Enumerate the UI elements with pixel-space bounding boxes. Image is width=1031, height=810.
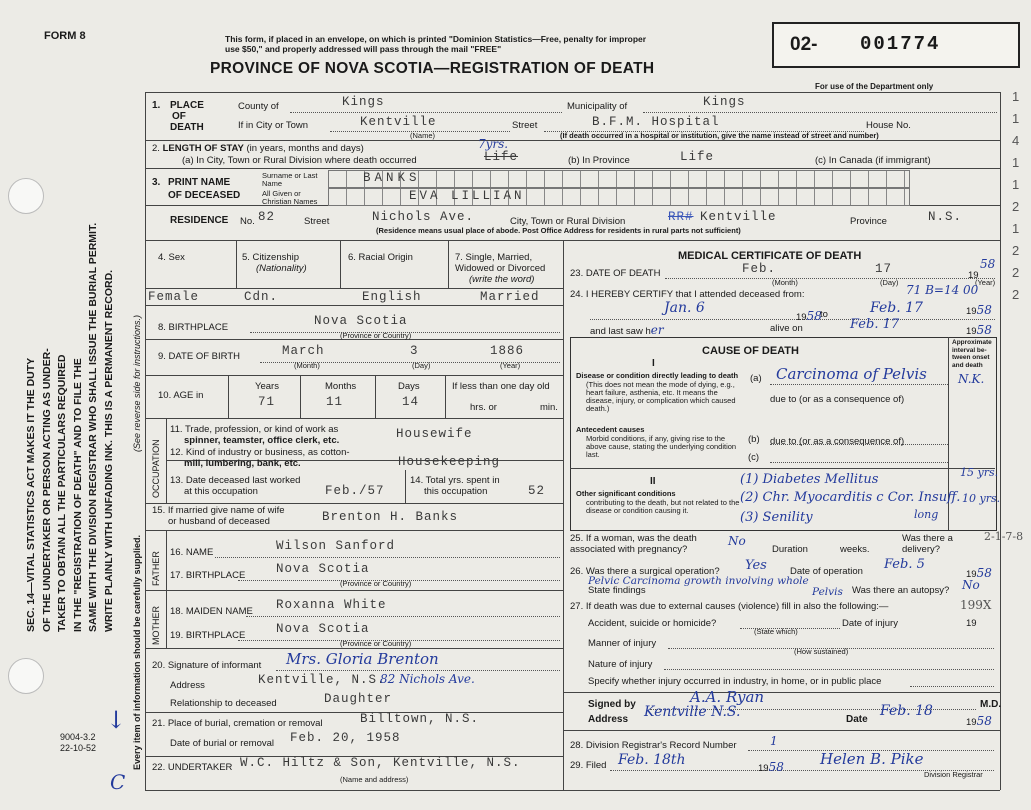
punch-hole-bottom [8,658,44,694]
stay-canada-label: (c) In Canada (if immigrant) [815,155,931,166]
department-use-note: For use of the Department only [815,82,934,91]
dod-day: 17 [875,262,893,276]
attended-to-label: to [820,309,828,320]
last-saw-label: and last saw her [590,323,664,337]
mother-maiden-label: 18. MAIDEN NAME [170,606,253,617]
hrs-label: hrs. or [470,402,497,413]
other-condition-3-note: long [914,508,939,521]
margin-pen-mark: ↓ [106,706,127,734]
surgery-value: Yes [745,558,767,573]
form-number: FORM 8 [44,30,86,42]
findings-label: State findings [588,585,646,596]
other-condition-2: (2) Chr. Myocarditis c Cor. Insuff. [740,490,961,505]
father-name-value: Wilson Sanford [276,539,396,553]
dod-month: Feb. [742,262,777,276]
age-months: 11 [326,395,344,409]
municipality-value: Kings [703,95,746,109]
statute-note: SEC. 14—VITAL STATISTICS ACT MAKES IT THE DUTY OF THE UNDERTAKER OR PERSON ACTING AS UNDER- TAKER TO OBTAIN ALL THE PARTICULARS REQUIRED IN THE "REGISTRATION OF DEATH" AND TO FILE THE SAME WITH THE DIVISION REGISTRAR WHO SHALL ISSUE THE BURIAL PERMIT. WRITE PLAINLY WITH UNFADING INK. THIS IS A PERMANENT RECORD. [25,222,115,632]
dod-year-hint: (Year) [975,278,996,287]
residence-city-label: City, Town or Rural Division [510,216,626,227]
cause-title: CAUSE OF DEATH [702,345,799,357]
filed-label: 29. Filed [570,760,607,771]
mailing-notice: This form, if placed in an envelope, on which is printed "Dominion Statistics—Free, penalty for improper use $50," and properly addressed will pass through the mail "FREE" [225,34,647,54]
alive-on-label: alive on [770,323,803,334]
print-name-label: 3. PRINT NAME OF DECEASED [152,177,241,201]
last-worked-label: 13. Date deceased last worked at this occupation [170,475,301,497]
interval-label: Approximate interval be- tween onset and death [952,339,992,369]
immediate-interval: N.K. [958,372,985,386]
cause-b: (b) [748,434,760,445]
signed-by-label: Signed by [588,699,636,710]
length-of-stay-label: 2. LENGTH OF STAY (in years, months and days) [152,143,364,154]
operation-year: 1958 [966,566,992,580]
external-margin: 199X [960,598,992,612]
immediate-cause-label: Disease or condition directly leading to death [576,371,739,380]
filed-date: Feb. 18th [618,752,686,768]
other-condition-1-interval: 15 yrs. [960,466,999,479]
total-years-label: 14. Total yrs. spent in this occupation [410,475,500,497]
age-months-label: Months [325,381,357,392]
weeks-label: weeks. [840,544,870,555]
burial-place-value: Billtown, N.S. [360,712,480,726]
surname-label: Surname or Last Name [262,171,318,188]
residence-street: Nichols Ave. [372,210,475,224]
residence-street-label: Street [304,216,330,227]
injury-date-label: Date of injury [842,618,898,629]
md-label: M.D. [980,699,1002,710]
injury-year-label: 19 [966,618,977,629]
registrar-signature: Helen B. Pike [820,750,924,768]
dod-month-hint: (Month) [772,278,798,287]
dob-month-hint: (Month) [294,361,320,370]
operation-date: Feb. 5 [884,557,925,572]
dob-day: 3 [410,344,419,358]
antecedent-note: Morbid conditions, if any, giving rise to the above cause, stating the underlying condition last. [586,434,737,459]
given-names-box [328,188,910,206]
mother-birthplace-label: 19. BIRTHPLACE [170,630,246,641]
manner-label: Manner of injury [588,638,657,649]
part-two: II [650,476,656,487]
undertaker-label: 22. UNDERTAKER [152,762,233,773]
burial-date-value: Feb. 20, 1958 [290,731,401,745]
record-number: 1 [770,734,778,748]
immediate-cause-note: (This does not mean the mode of dying, e.g., heart failure, asthenia, etc. It means the disease, injury, or complication which caused death.) [586,380,736,413]
residence-province-label: Province [850,216,887,227]
informant-signature-label: 20. Signature of informant [152,660,262,671]
duration-label: Duration [772,544,808,555]
father-name-label: 16. NAME [170,547,214,558]
min-label: min. [540,402,558,413]
surname-value: BANKS [363,171,421,185]
dob-year-hint: (Year) [500,361,521,370]
pregnancy-label: 25. If a woman, was the death associated with pregnancy? [570,533,697,555]
mother-side-label: MOTHER [151,606,161,645]
sex-label: 4. Sex [158,252,185,263]
citizenship-value: Cdn. [244,290,279,304]
how-sustained-hint: (How sustained) [794,647,849,656]
other-condition-2-interval: 10 yrs. [962,492,1001,505]
other-condition-1: (1) Diabetes Mellitus [740,472,879,487]
age-years-label: Years [255,381,279,392]
name-hint: (Name) [410,131,436,140]
place-of-death-label: 1. PLACE OF DEATH [152,100,204,133]
industry-value: Housekeeping [398,455,501,469]
autopsy-value: No [962,578,980,592]
pregnancy-value: No [728,534,746,548]
cause-c: (c) [748,452,760,463]
due-to-2: due to (or as a consequence of) [770,436,905,447]
accident-label: Accident, suicide or homicide? [588,618,717,629]
industry-label: 12. Kind of industry or business, as cotton- mill, lumbering, bank, etc. [170,447,350,469]
hospital-note: (If death occurred in a hospital or institution, give the name instead of street and number) [560,131,879,140]
stay-city-label: (a) In City, Town or Rural Division where death occurred [182,155,417,166]
filed-year: 1958 [758,760,784,774]
margin-scribble-top: 71 B=14 00 [906,283,979,297]
residence-label: RESIDENCE [170,215,229,226]
municipality-label: Municipality of [567,101,628,112]
racial-origin-label: 6. Racial Origin [348,252,413,263]
house-no-label: House No. [866,120,911,131]
findings-1: Pelvic Carcinoma growth involving whole [588,575,809,587]
given-names-label: All Given or Christian Names [262,189,318,206]
city-value: Kentville [360,115,437,129]
street-value: B.F.M. Hospital [592,115,720,129]
nature-label: Nature of injury [588,659,653,670]
mother-birthplace-hint: (Province or Country) [340,639,412,648]
dod-year: 58 [980,257,996,271]
other-conditions-note: contributing to the death, but not related to the disease or condition causing it. [586,498,740,515]
age-days-label: Days [398,381,420,392]
racial-origin-value: English [362,290,422,304]
dod-year-pre: 19 [968,270,979,281]
trade-label: 11. Trade, profession, or kind of work as spinner, teamster, office clerk, etc. [170,424,340,446]
informant-signature: Mrs. Gloria Brenton [286,650,439,668]
less-than-day-label: If less than one day old [452,381,550,392]
part-one: I [652,358,655,369]
total-years-value: 52 [528,484,546,498]
marital-label: 7. Single, Married, Widowed or Divorced (write the word) [455,252,546,285]
birthplace-label: 8. BIRTHPLACE [158,322,229,333]
stay-city-struck: Life [484,150,519,164]
county-label: County of [238,101,279,112]
external-causes-label: 27. If death was due to external causes (violence) fill in also the following:— [570,601,889,612]
undertaker-value: W.C. Hiltz & Son, Kentville, N.S. [240,756,521,770]
informant-address-label: Address [170,680,205,691]
attended-to: Feb. 17 [870,300,923,316]
certify-label: 24. I HEREBY CERTIFY that I attended deceased from: [570,289,805,300]
registration-number-box [772,22,1020,68]
spouse-value: Brenton H. Banks [322,510,459,524]
registration-prefix: 02- [790,34,818,55]
mother-birthplace-value: Nova Scotia [276,622,370,636]
attended-from: Jan. 6 [664,300,705,316]
signed-date: Feb. 18 [880,703,933,719]
attended-from-year: 1958 [796,309,822,323]
residence-city: Kentville [700,210,777,224]
due-to-1: due to (or as a consequence of) [770,394,905,405]
residence-struck: RR# [668,210,694,224]
burial-place-label: 21. Place of burial, cremation or removal [152,718,323,729]
dob-day-hint: (Day) [412,361,431,370]
residence-no: 82 [258,210,276,224]
medical-title: MEDICAL CERTIFICATE OF DEATH [678,250,862,262]
stay-province-value: Life [680,150,715,164]
occupation-side-label: OCCUPATION [151,439,161,498]
page-title: PROVINCE OF NOVA SCOTIA—REGISTRATION OF DEATH [210,60,655,77]
marital-value: Married [480,290,540,304]
spouse-label: 15. If married give name of wife or husband of deceased [152,505,285,527]
registration-number: 001774 [860,33,941,55]
trade-value: Housewife [396,427,473,441]
dob-month: March [282,344,325,358]
attended-to-year: 1958 [966,303,992,317]
immediate-cause: Carcinoma of Pelvis [776,365,927,383]
margin-scribble-delivery: 2-1-7-8 [984,530,1024,543]
street-label: Street [512,120,538,131]
reverse-note: (See reverse side for instructions.) [132,314,142,452]
father-side-label: FATHER [151,551,161,586]
surgery-label: 26. Was there a surgical operation? [570,566,720,577]
citizenship-label: 5. Citizenship (Nationality) [242,252,307,274]
burial-date-label: Date of burial or removal [170,738,275,749]
undertaker-hint: (Name and address) [340,775,409,784]
birthplace-hint: (Province or Country) [340,331,412,340]
dod-day-hint: (Day) [880,278,899,287]
last-saw-year: 1958 [966,323,992,337]
antecedent-label: Antecedent causes [576,425,645,434]
record-number-label: 28. Division Registrar's Record Number [570,740,737,751]
age-days: 14 [402,395,420,409]
residence-province: N.S. [928,210,963,224]
dob-year: 1886 [490,344,525,358]
stay-province-label: (b) In Province [568,155,630,166]
margin-codes: 1 1 4 1 1 2 1 2 2 2 [1012,89,1020,302]
dod-label: 23. DATE OF DEATH [570,268,661,279]
stay-city-value: 7yrs. [478,137,509,151]
delivery-label: Was there a delivery? [902,533,953,555]
dob-label: 9. DATE OF BIRTH [158,351,240,362]
sex-value: Female [148,290,200,304]
birthplace-value: Nova Scotia [314,314,408,328]
age-years: 71 [258,395,276,409]
surname-box [328,170,910,188]
state-which-hint: (State which) [754,627,798,636]
form-code: 9004-3.2 22-10-52 [60,732,97,753]
given-names-value: EVA LILLIAN [409,189,525,203]
relationship-label: Relationship to deceased [170,698,277,709]
relationship-value: Daughter [324,692,393,706]
city-label: If in City or Town [238,120,309,131]
signed-date-year: 1958 [966,714,992,728]
last-worked-value: Feb./57 [325,484,385,498]
other-condition-3: (3) Senility [740,510,813,525]
residence-no-label: No. [240,216,255,227]
informant-address-typed: Kentville, N.S. [258,673,386,687]
physician-address: Kentville N.S. [644,704,741,720]
father-birthplace-label: 17. BIRTHPLACE [170,570,246,581]
supply-note: Every item of information should be carefully supplied. [132,534,142,770]
other-conditions-label: Other significant conditions [576,489,676,498]
age-label: 10. AGE in [158,390,204,401]
father-birthplace-hint: (Province or Country) [340,579,412,588]
mother-maiden-value: Roxanna White [276,598,387,612]
physician-address-label: Address [588,714,629,725]
autopsy-label: Was there an autopsy? [852,585,950,596]
father-birthplace-value: Nova Scotia [276,562,370,576]
operation-date-label: Date of operation [790,566,863,577]
registrar-label: Division Registrar [924,770,983,779]
signed-date-label: Date [846,714,868,725]
cause-a: (a) [750,373,762,384]
informant-address-hand: 82 Nichols Ave. [380,672,475,686]
physician-signature: A.A. Ryan [690,688,765,706]
last-saw-date: Feb. 17 [850,317,900,332]
specify-label: Specify whether injury occurred in industry, in home, or in public place [588,676,882,687]
residence-note: (Residence means usual place of abode. Post Office Address for residents in rural parts not sufficient) [376,226,741,235]
margin-scribble: C [110,770,126,794]
findings-2: Pelvis [812,586,843,598]
county-value: Kings [342,95,385,109]
